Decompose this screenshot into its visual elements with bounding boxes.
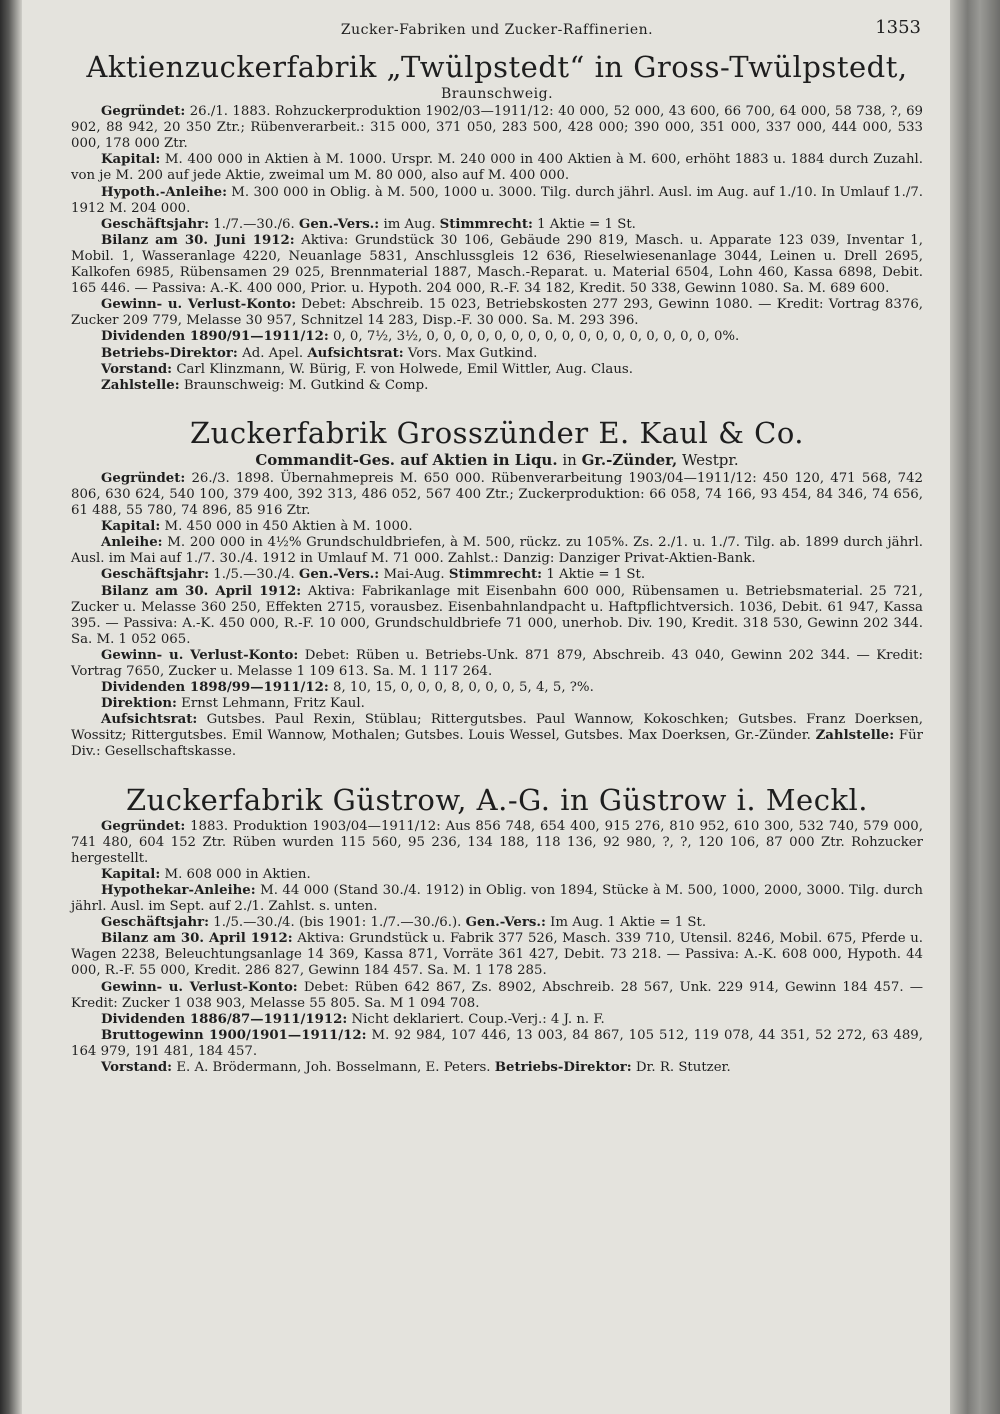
entry-label: Kapital: — [101, 519, 161, 535]
entry-profit-loss — [71, 648, 923, 680]
entry-capital — [71, 867, 923, 883]
entry-profit-loss — [71, 297, 923, 329]
entry-text: Ernst Lehmann, Fritz Kaul. — [176, 696, 365, 712]
entry-text: Braunschweig: M. Gutkind & Comp. — [179, 377, 429, 393]
legal-form: Commandit-Ges. auf Aktien in Liqu. — [255, 450, 558, 469]
entry-label: Direktion: — [101, 696, 177, 712]
entry-mortgage-loan — [71, 883, 923, 915]
company-entry — [71, 783, 923, 1077]
entry-text: Aktiva: Fabrikanlage mit Eisenbahn 600 000, Rübensamen u. Betriebsmaterial. 25 721, Zucker u. Melasse 360 250, Effekten 2715, vorausbez. Eisenbahnlandpacht u. Haftpflichtversich. 1036, Debit. 61 947, Kassa 395. — Passiva: A.-K. 450 000, R.-F. 10 000, Grundschuldbriefe 71 000, unerhob. Div. 190, Kredit. 318 530, Gewinn 202 344. Sa. M. 1 052 065. — [71, 583, 923, 647]
company-entry — [71, 416, 923, 761]
entry-text: E. A. Brödermann, Joh. Bosselmann, E. Peters. — [172, 1059, 495, 1075]
entry-label: Hypothekar-Anleihe: — [101, 882, 256, 898]
company-entry — [71, 50, 923, 394]
entry-capital — [71, 152, 923, 184]
entry-label: Betriebs-Direktor: — [101, 345, 238, 361]
entry-capital — [71, 519, 923, 535]
entry-fiscal-year — [71, 567, 923, 583]
entry-label: Gewinn- u. Verlust-Konto: — [101, 297, 297, 313]
company-location: Braunschweig. — [440, 86, 554, 102]
running-head — [71, 18, 923, 42]
entry-board — [71, 1060, 923, 1076]
entry-balance — [71, 931, 923, 979]
entry-text: Dr. R. Stutzer. — [631, 1059, 731, 1075]
entry-text: Aktiva: Grundstück 30 106, Gebäude 290 819, Masch. u. Apparate 123 039, Inventar 1, Mobil. 1, Wasseranlage 4220, Neuanlage 5831, Anschlussgleis 12 636, Rieselwiesenanlage 3044, Leinen u. Drell 2695, Kalkofen 6985, Rübensamen 29 025, Brennmaterial 1887, Masch.-Reparat. u. Material 6504, Lohn 460, Kassa 6898, Debit. 165 446. — Passiva: A.-K. 400 000, Prior. u. Hypoth. 204 000, R.-F. 34 182, Kredit. 50 338, Gewinn 1080. Sa. M. 689 600. — [71, 232, 923, 297]
entry-text: Gutsbes. Paul Rexin, Stüblau; Rittergutsbes. Paul Wannow, Kokoschken; Gutsbes. Franz Doerksen, Wossitz; Rittergutsbes. Emil Wannow, Mothalen; Gutsbes. Louis Wessel, Gutsbes. Max Doerksen, Gr.-Zünder. — [71, 712, 923, 744]
entry-management — [71, 696, 923, 712]
entry-gross-profit — [71, 1028, 923, 1060]
entry-label: Gen.-Vers.: — [465, 915, 546, 931]
entry-label: Bilanz am 30. April 1912: — [101, 931, 293, 947]
entry-mortgage-loan — [71, 185, 923, 217]
entry-label: Stimmrecht: — [439, 216, 533, 232]
entry-label: Kapital: — [101, 152, 161, 168]
entry-text: Für Div.: Gesellschaftskasse. — [71, 728, 924, 760]
entry-text: Nicht deklariert. Coup.-Verj.: 4 J. n. F. — [347, 1011, 605, 1027]
entry-label: Vorstand: — [101, 361, 173, 377]
entry-board — [71, 362, 923, 378]
entry-label: Aufsichtsrat: — [101, 712, 198, 728]
entry-label: Gegründet: — [101, 104, 186, 120]
entry-text: 26./1. 1883. Rohzuckerproduktion 1902/03—1911/12: 40 000, 52 000, 43 600, 66 700, 64 000, 58 738, ?, 69 902, 88 942, 20 350 Ztr.; Rübenverarbeit.: 315 000, 371 050, 283 500, 428 000; 390 000, 351 000, 337 000, 444 000, 533 000, 178 000 Ztr. — [71, 104, 923, 152]
entry-text: 1 Aktie = 1 St. — [532, 216, 636, 232]
entry-board — [71, 712, 923, 760]
entry-text: M. 400 000 in Aktien à M. 1000. Urspr. M. 240 000 in 400 Aktien à M. 600, erhöht 1883 u. 1884 durch Zuzahl. von je M. 200 auf jede Aktie, zweimal um M. 80 000, also auf M. 400 000. — [71, 152, 923, 184]
company-title: Zuckerfabrik Grosszünder E. Kaul & Co. — [190, 415, 804, 450]
entry-label: Gen.-Vers.: — [298, 216, 380, 232]
entry-label: Gewinn- u. Verlust-Konto: — [101, 647, 299, 663]
legal-place: Gr.-Zünder, — [581, 450, 678, 469]
entry-profit-loss — [71, 980, 923, 1012]
entry-management — [71, 346, 923, 362]
entry-text: im Aug. — [379, 216, 440, 232]
entry-text: M. 450 000 in 450 Aktien à M. 1000. — [160, 519, 413, 535]
entry-text: Debet: Rüben u. Betriebs-Unk. 871 879, Abschreib. 43 040, Gewinn 202 344. — Kredit: Vortrag 7650, Zucker u. Melasse 1 109 613. Sa. M. 1 117 264. — [71, 647, 923, 679]
entry-text: Vors. Max Gutkind. — [403, 345, 538, 361]
entry-text: Carl Klinzmann, W. Bürig, F. von Holwede, Emil Wittler, Aug. Claus. — [172, 361, 633, 377]
entry-dividends — [71, 1012, 923, 1028]
entry-label: Kapital: — [101, 866, 161, 882]
entry-dividends — [71, 680, 923, 696]
entry-text: 0, 0, 7½, 3½, 0, 0, 0, 0, 0, 0, 0, 0, 0, 0, 0, 0, 0, 0, 0, 0, 0, 0%. — [328, 329, 740, 345]
entry-text: M. 300 000 in Oblig. à M. 500, 1000 u. 3000. Tilg. durch jährl. Ausl. im Aug. auf 1./10. In Umlauf 1./7. 1912 M. 204 000. — [71, 184, 923, 216]
entry-label: Stimmrecht: — [448, 567, 543, 583]
entry-label: Aufsichtsrat: — [307, 345, 404, 361]
entry-label: Zahlstelle: — [815, 728, 895, 744]
company-legal-form — [71, 452, 923, 468]
legal-region: Westpr. — [677, 450, 739, 469]
entry-label: Hypoth.-Anleihe: — [101, 184, 227, 200]
entry-label: Gegründet: — [101, 818, 186, 834]
entry-text: 1 Aktie = 1 St. — [542, 567, 646, 583]
entry-label: Vorstand: — [101, 1059, 173, 1075]
entry-label: Bilanz am 30. April 1912: — [101, 583, 302, 599]
entry-text: Im Aug. 1 Aktie = 1 St. — [545, 915, 707, 931]
entry-text: 1./5.—30./4. (bis 1901: 1./7.—30./6.). — [209, 915, 466, 931]
entry-text: Mai-Aug. — [379, 567, 449, 583]
entry-label: Bruttogewinn 1900/1901—1911/12: — [101, 1027, 367, 1043]
book-gutter — [0, 0, 22, 1414]
entry-text: 26./3. 1898. Übernahmepreis M. 650 000. Rübenverarbeitung 1903/04—1911/12: 450 120, 471 568, 742 806, 630 624, 540 100, 379 400, 392 313, 486 052, 567 400 Ztr.; Zuckerproduktion: 66 058, 74 166, 93 454, 84 346, 74 656, 61 488, 55 780, 74 896, 85 916 Ztr. — [71, 470, 923, 519]
entry-label: Anleihe: — [101, 535, 163, 551]
entry-text: Debet: Abschreib. 15 023, Betriebskosten 277 293, Gewinn 1080. — Kredit: Vortrag 8376, Zucker 209 779, Melasse 30 957, Schnitzel 14 283, Disp.-F. 30 000. Sa. M. 293 396. — [71, 297, 923, 329]
entry-label: Gegründet: — [101, 470, 186, 486]
entry-text: 1883. Produktion 1903/04—1911/12: Aus 856 748, 654 400, 915 276, 810 952, 610 300, 532 740, 579 000, 741 480, 604 152 Ztr. Rüben wurden 115 560, 95 236, 134 188, 118 136, 92 980, ?, ?, 120 106, 87 000 Ztr. Rohzucker hergestellt. — [71, 818, 923, 866]
entry-label: Betriebs-Direktor: — [494, 1059, 632, 1075]
entry-text: Debet: Rüben 642 867, Zs. 8902, Abschreib. 28 567, Unk. 229 914, Gewinn 184 457. — Kredit: Zucker 1 038 903, Melasse 55 805. Sa. M 1 094 708. — [71, 979, 923, 1011]
entry-balance — [71, 233, 923, 297]
entry-fiscal-year — [71, 915, 923, 931]
entry-label: Zahlstelle: — [101, 377, 180, 393]
page-number: 1353 — [875, 17, 921, 38]
entry-dividends — [71, 329, 923, 345]
entry-paying-agent — [71, 378, 923, 394]
entry-text: Aktiva: Grundstück u. Fabrik 377 526, Masch. 339 710, Utensil. 8246, Mobil. 675, Pferde u. Wagen 2238, Beleuchtungsanlage 14 369, Kassa 871, Vorräte 361 427, Debit. 73 218. — Passiva: A.-K. 608 000, Hypoth. 44 000, R.-F. 55 000, Kredit. 286 827, Gewinn 184 457. Sa. M. 1 178 285. — [71, 931, 923, 979]
entry-fiscal-year — [71, 217, 923, 233]
entry-text: M. 608 000 in Aktien. — [160, 866, 311, 882]
entry-label: Geschäftsjahr: — [101, 216, 210, 232]
entry-label: Geschäftsjahr: — [101, 915, 210, 931]
entry-text: Ad. Apel. — [237, 345, 308, 361]
page-edge — [950, 0, 1000, 1414]
running-title: Zucker-Fabriken und Zucker-Raffinerien. — [340, 22, 654, 38]
entry-text: M. 200 000 in 4½% Grundschuldbriefen, à M. 500, rückz. zu 105%. Zs. 2./1. u. 1./7. Tilg. ab. 1899 durch jährl. Ausl. im Mai auf 1./7. 30./4. 1912 in Umlauf M. 71 000. Zahlst.: Danzig: Danziger Privat-Aktien-Bank. — [71, 535, 923, 567]
legal-in: in — [557, 450, 582, 469]
entry-founded — [71, 819, 923, 867]
entry-text: 8, 10, 15, 0, 0, 0, 8, 0, 0, 0, 5, 4, 5, ?%. — [328, 680, 594, 696]
entry-label: Gen.-Vers.: — [298, 567, 380, 583]
entry-loan — [71, 535, 923, 567]
entry-label: Geschäftsjahr: — [101, 567, 210, 583]
entry-text: 1./7.—30./6. — [209, 216, 299, 232]
entry-text: 1./5.—30./4. — [209, 567, 299, 583]
entry-label: Bilanz am 30. Juni 1912: — [101, 232, 295, 248]
entry-label: Gewinn- u. Verlust-Konto: — [101, 979, 298, 995]
entry-text: M. 92 984, 107 446, 13 003, 84 867, 105 512, 119 078, 44 351, 52 272, 63 489, 164 979, 191 481, 184 457. — [71, 1027, 923, 1059]
entry-label: Dividenden 1886/87—1911/1912: — [101, 1011, 348, 1027]
page-content — [71, 18, 923, 1098]
entry-label: Dividenden 1898/99—1911/12: — [101, 680, 329, 696]
entry-label: Dividenden 1890/91—1911/12: — [101, 329, 329, 345]
entry-founded — [71, 104, 923, 152]
company-title: Zuckerfabrik Güstrow, A.-G. in Güstrow i. Meckl. — [125, 782, 869, 817]
entry-balance — [71, 584, 923, 648]
company-title: Aktienzuckerfabrik „Twülpstedt“ in Gross-Twülpstedt, — [86, 50, 908, 84]
entry-founded — [71, 471, 923, 519]
entry-text: M. 44 000 (Stand 30./4. 1912) in Oblig. von 1894, Stücke à M. 500, 1000, 2000, 3000. Tilg. durch jährl. Ausl. im Sept. auf 2./1. Zahlst. s. unten. — [71, 882, 923, 915]
